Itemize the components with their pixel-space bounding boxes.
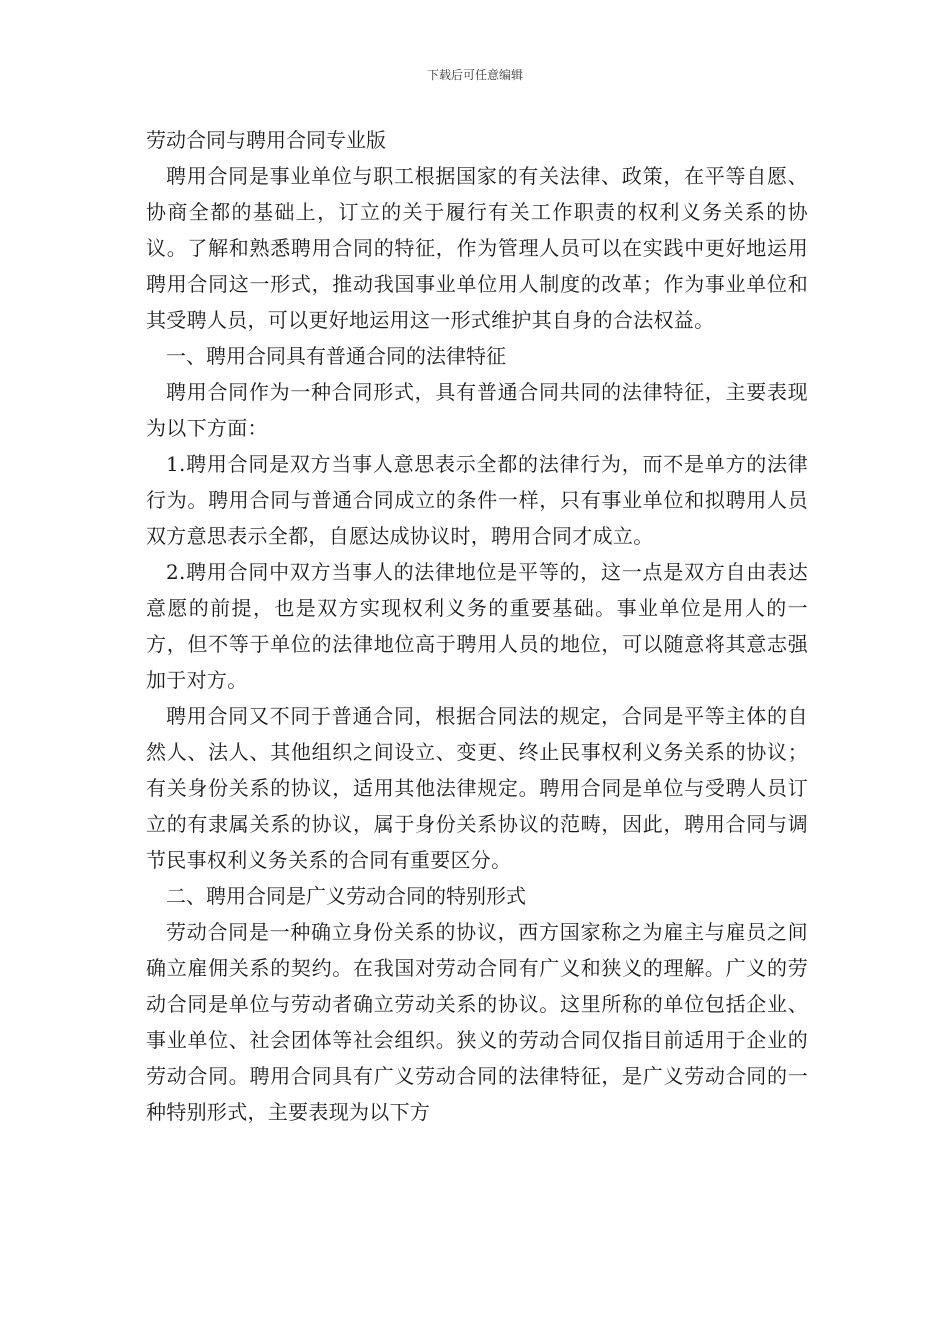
paragraph-point-1: 1.聘用合同是双方当事人意思表示全都的法律行为，而不是单方的法律行为。聘用合同与普通合同成立的条件一样，只有事业单位和拟聘用人员双方意思表示全都，自愿达成协议时，聘用合同才成立。 [146, 452, 808, 548]
paragraph-point-2: 2.聘用合同中双方当事人的法律地位是平等的，这一点是双方自由表达意愿的前提，也是双方实现权利义务的重要基础。事业单位是用人的一方，但不等于单位的法律地位高于聘用人员的地位，可以随意将其意志强加于对方。 [146, 560, 808, 692]
paragraph-intro: 聘用合同是事业单位与职工根据国家的有关法律、政策，在平等自愿、协商全都的基础上，订立的关于履行有关工作职责的权利义务关系的协议。了解和熟悉聘用合同的特征，作为管理人员可以在实践中更好地运用聘用合同这一形式，推动我国事业单位用人制度的改革；作为事业单位和其受聘人员，可以更好地运用这一形式维护其自身的合法权益。 [146, 164, 808, 332]
page-header: 下载后可任意编辑 [426, 68, 523, 82]
section-heading-1: 一、聘用合同具有普通合同的法律特征 [166, 344, 506, 368]
document-title: 劳动合同与聘用合同专业版 [146, 128, 386, 152]
paragraph-section1-intro: 聘用合同作为一种合同形式，具有普通合同共同的法律特征，主要表现为以下方面： [146, 380, 808, 440]
paragraph-labor-contract: 劳动合同是一种确立身份关系的协议，西方国家称之为雇主与雇员之间确立雇佣关系的契约。在我国对劳动合同有广义和狭义的理解。广义的劳动合同是单位与劳动者确立劳动关系的协议。这里所称的单位包括企业、事业单位、社会团体等社会组织。狭义的劳动合同仅指目前适用于企业的劳动合同。聘用合同具有广义劳动合同的法律特征，是广义劳动合同的一种特别形式，主要表现为以下方 [146, 920, 808, 1124]
section-heading-2: 二、聘用合同是广义劳动合同的特别形式 [166, 884, 526, 908]
document-body [146, 122, 808, 1130]
paragraph-difference: 聘用合同又不同于普通合同，根据合同法的规定，合同是平等主体的自然人、法人、其他组织之间设立、变更、终止民事权利义务关系的协议；有关身份关系的协议，适用其他法律规定。聘用合同是单位与受聘人员订立的有隶属关系的协议，属于身份关系协议的范畴，因此，聘用合同与调节民事权利义务关系的合同有重要区分。 [146, 704, 808, 872]
